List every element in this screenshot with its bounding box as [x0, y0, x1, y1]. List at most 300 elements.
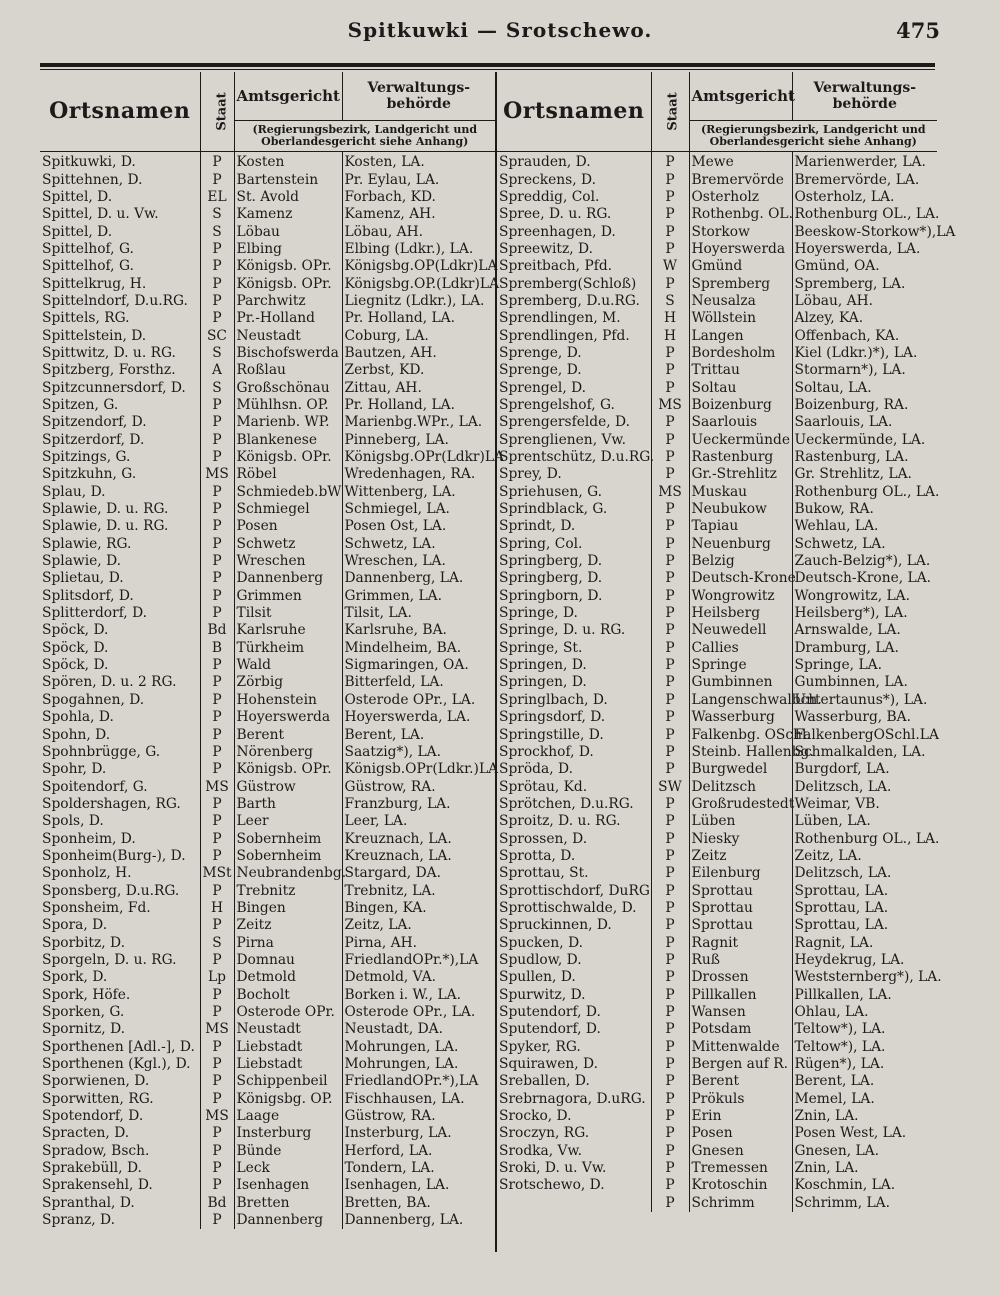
cell-amtsgericht: Pillkallen [689, 987, 792, 1004]
table-row [497, 692, 937, 709]
cell-staat: P [651, 466, 689, 483]
cell-verwaltungsbehoerde: Saarlouis, LA. [794, 414, 893, 431]
cell-staat: P [200, 605, 234, 622]
cell-verwaltungsbehoerde: Zerbst, KD. [344, 362, 425, 379]
cell-verwaltungsbehoerde: Mohrungen, LA. [344, 1038, 459, 1055]
cell-ortsname: Splawie, D. u. RG. [40, 501, 200, 518]
table-row [40, 900, 495, 917]
cell-staat: MS [651, 397, 689, 414]
table-row [40, 934, 495, 951]
cell-verwaltungsbehoerde: Sigmaringen, OA. [344, 657, 469, 674]
cell-staat: P [200, 152, 234, 172]
cell-amtsgericht: Sobernheim [234, 830, 342, 847]
cell-ortsname: Spyker, RG. [497, 1039, 651, 1056]
cell-amtsgericht: Leck [234, 1160, 342, 1177]
table-row [40, 952, 495, 969]
cell-staat: P [651, 744, 689, 761]
cell-staat: P [651, 1160, 689, 1177]
cell-staat: P [200, 1160, 234, 1177]
cell-amtsgericht: Sobernheim [234, 848, 342, 865]
cell-staat: P [651, 1125, 689, 1142]
cell-amtsgericht: Detmold [234, 969, 342, 986]
table-row [497, 432, 937, 449]
cell-verwaltungsbehoerde: Osterode OPr., LA. [344, 691, 476, 708]
cell-verwaltungsbehoerde: Forbach, KD. [344, 188, 436, 205]
cell-amtsgericht: Bremervörde [689, 171, 792, 188]
cell-staat: P [651, 622, 689, 639]
table-row [40, 1056, 495, 1073]
table-row [497, 813, 937, 830]
cell-amtsgericht: Rothenbg. OL. [689, 206, 792, 223]
cell-ortsname: Sprindblack, G. [497, 501, 651, 518]
cell-verwaltungsbehoerde: Delitzsch, LA. [794, 778, 892, 795]
cell-staat: S [200, 206, 234, 223]
cell-verwaltungsbehoerde: Ragnit, LA. [794, 934, 874, 951]
cell-amtsgericht: Königsb. OPr. [234, 761, 342, 778]
cell-staat: P [651, 1004, 689, 1021]
cell-amtsgericht: Wöllstein [689, 310, 792, 327]
cell-ortsname: Spoitendorf, G. [40, 778, 200, 795]
cell-verwaltungsbehoerde: Spremberg, LA. [794, 275, 906, 292]
table-row [497, 501, 937, 518]
cell-amtsgericht: Bartenstein [234, 171, 342, 188]
cell-staat: P [651, 501, 689, 518]
right-half [495, 72, 956, 1252]
table-row [497, 152, 937, 172]
cell-amtsgericht: Langen [689, 327, 792, 344]
cell-ortsname: Spittelkrug, H. [40, 275, 200, 292]
cell-verwaltungsbehoerde: Detmold, VA. [344, 969, 437, 986]
cell-verwaltungsbehoerde: Zeitz, LA. [344, 917, 412, 934]
table-row [40, 1021, 495, 1038]
cell-verwaltungsbehoerde: Marienbg.WPr., LA. [344, 414, 483, 431]
cell-ortsname: Sporthenen (Kgl.), D. [40, 1056, 200, 1073]
cell-verwaltungsbehoerde: Rügen*), LA. [794, 1056, 885, 1073]
page-number: 475 [896, 18, 940, 43]
cell-staat: EL [200, 189, 234, 206]
cell-ortsname: Spora, D. [40, 917, 200, 934]
cell-verwaltungsbehoerde: Kreuznach, LA. [344, 847, 452, 864]
cell-staat: H [651, 327, 689, 344]
cell-staat: H [200, 900, 234, 917]
gazetteer-table-right [497, 72, 956, 1212]
table-body-right [497, 152, 956, 1212]
table-row [497, 865, 937, 882]
cell-ortsname: Spittelndorf, D.u.RG. [40, 293, 200, 310]
cell-amtsgericht: Kamenz [234, 206, 342, 223]
cell-staat: P [651, 414, 689, 431]
cell-amtsgericht: Barth [234, 796, 342, 813]
cell-verwaltungsbehoerde: Wongrowitz, LA. [794, 587, 910, 604]
table-row [497, 466, 937, 483]
cell-ortsname: Splawie, D. u. RG. [40, 518, 200, 535]
cell-staat: P [651, 969, 689, 986]
cell-ortsname: Sprakebüll, D. [40, 1160, 200, 1177]
cell-ortsname: Spöck, D. [40, 640, 200, 657]
cell-ortsname: Spriehusen, G. [497, 484, 651, 501]
table-row [40, 484, 495, 501]
cell-ortsname: Spols, D. [40, 813, 200, 830]
cell-amtsgericht: Osterholz [689, 189, 792, 206]
table-row [40, 657, 495, 674]
cell-amtsgericht: Neubukow [689, 501, 792, 518]
table-row [497, 223, 937, 240]
cell-ortsname: Sprottischdorf, DuRG [499, 882, 650, 899]
table-row [497, 1108, 937, 1125]
cell-ortsname: Spitzberg, Forsthz. [40, 362, 200, 379]
cell-staat: P [200, 709, 234, 726]
cell-ortsname: Spittelhof, G. [40, 241, 200, 258]
cell-ortsname: Spitzcunnersdorf, D. [40, 379, 200, 396]
cell-staat: P [200, 484, 234, 501]
cell-amtsgericht: Blankenese [234, 432, 342, 449]
table-row [40, 206, 495, 223]
cell-verwaltungsbehoerde: Bukow, RA. [794, 501, 874, 518]
cell-staat: P [200, 674, 234, 691]
cell-verwaltungsbehoerde: Wehlau, LA. [794, 518, 879, 535]
cell-amtsgericht: Langenschwalbch. [689, 692, 792, 709]
cell-staat: P [200, 1073, 234, 1090]
table-body-left [40, 152, 505, 1230]
table-row [497, 709, 937, 726]
table-row [497, 536, 937, 553]
cell-staat: A [200, 362, 234, 379]
cell-ortsname: Spitzkuhn, G. [40, 466, 200, 483]
cell-amtsgericht: Ruß [689, 952, 792, 969]
table-row [497, 553, 937, 570]
table-row [497, 744, 937, 761]
cell-verwaltungsbehoerde: Pr. Holland, LA. [344, 396, 456, 413]
cell-staat: P [200, 796, 234, 813]
cell-staat: MSt [200, 865, 234, 882]
cell-ortsname: Spornitz, D. [40, 1021, 200, 1038]
cell-staat: P [651, 449, 689, 466]
cell-ortsname: Spittel, D. u. Vw. [40, 206, 200, 223]
cell-ortsname: Spork, Höfe. [40, 987, 200, 1004]
cell-amtsgericht: Niesky [689, 830, 792, 847]
cell-amtsgericht: Tremessen [689, 1160, 792, 1177]
cell-amtsgericht: Posen [689, 1125, 792, 1142]
cell-ortsname: Sroki, D. u. Vw. [497, 1160, 651, 1177]
cell-staat: P [200, 1143, 234, 1160]
cell-verwaltungsbehoerde: Heilsberg*), LA. [794, 605, 908, 622]
cell-staat: P [651, 830, 689, 847]
cell-amtsgericht: Krotoschin [689, 1177, 792, 1194]
cell-ortsname: Springberg, D. [497, 553, 651, 570]
cell-verwaltungsbehoerde: Güstrow, RA. [344, 778, 436, 795]
cell-ortsname: Spittel, D. [40, 189, 200, 206]
table-row [40, 882, 495, 899]
cell-staat: P [200, 987, 234, 1004]
cell-verwaltungsbehoerde: Bitterfeld, LA. [344, 674, 444, 691]
cell-amtsgericht: Storkow [689, 223, 792, 240]
table-row [497, 1177, 937, 1194]
cell-staat: P [200, 744, 234, 761]
cell-staat: P [651, 1056, 689, 1073]
cell-amtsgericht: Pr.-Holland [234, 310, 342, 327]
cell-amtsgericht: Zeitz [689, 848, 792, 865]
table-row [497, 900, 937, 917]
cell-amtsgericht: Roßlau [234, 362, 342, 379]
cell-ortsname: Springlbach, D. [497, 692, 651, 709]
table-row [497, 1039, 937, 1056]
cell-amtsgericht: Callies [689, 640, 792, 657]
cell-amtsgericht: Wald [234, 657, 342, 674]
cell-ortsname: Splawie, D. [40, 553, 200, 570]
cell-amtsgericht: Sprottau [689, 917, 792, 934]
table-row [40, 605, 495, 622]
table-row [40, 917, 495, 934]
cell-ortsname: Spohnbrügge, G. [40, 744, 200, 761]
cell-ortsname: Sporwitten, RG. [40, 1091, 200, 1108]
cell-amtsgericht: Steinb. Hallenbg. [689, 744, 792, 761]
cell-staat: P [200, 882, 234, 899]
table-row [40, 379, 495, 396]
cell-staat: P [651, 206, 689, 223]
table-row [497, 241, 937, 258]
cell-verwaltungsbehoerde: Stargard, DA. [344, 865, 441, 882]
table-row [497, 258, 937, 275]
cell-staat: P [200, 414, 234, 431]
cell-verwaltungsbehoerde: Kreuznach, LA. [344, 830, 452, 847]
cell-staat: SC [200, 327, 234, 344]
cell-ortsname: Sporbitz, D. [40, 934, 200, 951]
cell-ortsname: Sprengersfelde, D. [497, 414, 651, 431]
cell-verwaltungsbehoerde: Borken i. W., LA. [344, 986, 461, 1003]
cell-verwaltungsbehoerde: Sprottau, LA. [794, 882, 889, 899]
cell-ortsname: Sprey, D. [497, 466, 651, 483]
table-row [40, 397, 495, 414]
header-amtsgericht: Amtsgericht [689, 72, 792, 121]
cell-staat: P [651, 813, 689, 830]
cell-amtsgericht: Neuenburg [689, 536, 792, 553]
cell-ortsname: Spracten, D. [40, 1125, 200, 1142]
cell-staat: S [651, 293, 689, 310]
cell-verwaltungsbehoerde: Löbau, AH. [344, 223, 424, 240]
table-row [497, 327, 937, 344]
cell-verwaltungsbehoerde: FalkenbergOSchl.LA [794, 726, 939, 743]
cell-staat: Lp [200, 969, 234, 986]
cell-verwaltungsbehoerde: Königsbg.OP(Ldkr)LA [344, 258, 498, 275]
cell-staat: P [651, 657, 689, 674]
cell-verwaltungsbehoerde: Zauch-Belzig*), LA. [794, 553, 931, 570]
table-row [40, 692, 495, 709]
cell-amtsgericht: Bordesholm [689, 345, 792, 362]
cell-amtsgericht: Königsbg. OP. [234, 1091, 342, 1108]
cell-ortsname: Spreitbach, Pfd. [497, 258, 651, 275]
cell-staat: P [200, 570, 234, 587]
table-row [497, 275, 937, 292]
cell-verwaltungsbehoerde: Franzburg, LA. [344, 795, 451, 812]
cell-verwaltungsbehoerde: Herford, LA. [344, 1142, 433, 1159]
table-row [497, 987, 937, 1004]
cell-staat: P [651, 1177, 689, 1194]
cell-ortsname: Srodka, Vw. [497, 1143, 651, 1160]
table-row [497, 1021, 937, 1038]
cell-verwaltungsbehoerde: Teltow*), LA. [794, 1021, 886, 1038]
cell-verwaltungsbehoerde: Arnswalde, LA. [794, 622, 901, 639]
table-row [40, 258, 495, 275]
table-row [40, 726, 495, 743]
cell-ortsname: Spotendorf, D. [40, 1108, 200, 1125]
cell-staat: P [200, 952, 234, 969]
cell-amtsgericht: Springe [689, 657, 792, 674]
table-row [40, 1125, 495, 1142]
table-row [497, 952, 937, 969]
cell-ortsname: Sponholz, H. [40, 865, 200, 882]
cell-verwaltungsbehoerde: Königsbg.OPr(Ldkr)LA [344, 449, 505, 466]
table-row [497, 310, 937, 327]
header-note: (Regierungsbezirk, Landgericht und Oberlandesgericht siehe Anhang) [689, 121, 937, 152]
cell-verwaltungsbehoerde: Rastenburg, LA. [794, 449, 909, 466]
cell-ortsname: Sprendlingen, M. [497, 310, 651, 327]
cell-verwaltungsbehoerde: Rothenburg OL., LA. [794, 206, 940, 223]
table-row [497, 414, 937, 431]
cell-amtsgericht: Schmiedeb.bW [234, 484, 342, 501]
table-row [40, 223, 495, 240]
cell-staat: P [651, 640, 689, 657]
table-row [40, 241, 495, 258]
table-row [40, 1212, 495, 1229]
cell-verwaltungsbehoerde: Znin, LA. [794, 1160, 859, 1177]
cell-staat: MS [200, 466, 234, 483]
cell-staat: P [651, 900, 689, 917]
cell-amtsgericht: Pirna [234, 934, 342, 951]
cell-ortsname: Squirawen, D. [497, 1056, 651, 1073]
cell-verwaltungsbehoerde: Gnesen, LA. [794, 1142, 879, 1159]
cell-ortsname: Springe, D. [497, 605, 651, 622]
cell-staat: P [200, 553, 234, 570]
cell-amtsgericht: Neusalza [689, 293, 792, 310]
cell-staat: P [651, 1143, 689, 1160]
cell-staat: P [651, 709, 689, 726]
cell-ortsname: Sprötchen, D.u.RG. [497, 796, 651, 813]
cell-staat: P [200, 275, 234, 292]
cell-staat: P [651, 518, 689, 535]
cell-ortsname: Spitzen, G. [40, 397, 200, 414]
cell-amtsgericht: Muskau [689, 484, 792, 501]
table-row [40, 1195, 495, 1212]
cell-amtsgericht: Sprottau [689, 900, 792, 917]
cell-staat: P [200, 171, 234, 188]
cell-ortsname: Sprendlingen, Pfd. [497, 327, 651, 344]
table-row [497, 848, 937, 865]
cell-staat: MS [200, 1021, 234, 1038]
cell-staat: P [651, 882, 689, 899]
cell-amtsgericht: Isenhagen [234, 1177, 342, 1194]
cell-staat: P [651, 223, 689, 240]
cell-verwaltungsbehoerde: Wasserburg, BA. [794, 709, 912, 726]
header-note: (Regierungsbezirk, Landgericht und Oberlandesgericht siehe Anhang) [234, 121, 495, 152]
cell-verwaltungsbehoerde: Tondern, LA. [344, 1160, 435, 1177]
cell-amtsgericht: Mittenwalde [689, 1039, 792, 1056]
table-row [497, 830, 937, 847]
cell-verwaltungsbehoerde: Schwetz, LA. [794, 535, 886, 552]
cell-ortsname: Sprindt, D. [497, 518, 651, 535]
cell-amtsgericht: Hoyerswerda [689, 241, 792, 258]
cell-amtsgericht: Gnesen [689, 1143, 792, 1160]
cell-amtsgericht: Saarlouis [689, 414, 792, 431]
table-row [497, 484, 937, 501]
table-row [40, 1160, 495, 1177]
cell-verwaltungsbehoerde: Isenhagen, LA. [344, 1177, 450, 1194]
cell-staat: P [651, 1039, 689, 1056]
table-row [497, 1004, 937, 1021]
table-row [40, 293, 495, 310]
cell-amtsgericht: Belzig [689, 553, 792, 570]
cell-verwaltungsbehoerde: Dannenberg, LA. [344, 570, 464, 587]
cell-amtsgericht: Liebstadt [234, 1056, 342, 1073]
cell-amtsgericht: Hohenstein [234, 692, 342, 709]
cell-ortsname: Sporthenen [Adl.-], D. [40, 1039, 200, 1056]
cell-staat: P [651, 796, 689, 813]
cell-staat: P [651, 275, 689, 292]
cell-amtsgericht: Karlsruhe [234, 622, 342, 639]
cell-staat: P [200, 293, 234, 310]
cell-amtsgericht: Marienb. WP. [234, 414, 342, 431]
table-row [40, 501, 495, 518]
table-row [497, 189, 937, 206]
cell-staat: P [200, 813, 234, 830]
cell-ortsname: Spremberg(Schloß) [497, 275, 651, 292]
cell-amtsgericht: Löbau [234, 223, 342, 240]
cell-verwaltungsbehoerde: Ueckermünde, LA. [794, 431, 926, 448]
cell-ortsname: Spohn, D. [40, 726, 200, 743]
cell-ortsname: Sreballen, D. [497, 1073, 651, 1090]
cell-ortsname: Springen, D. [497, 674, 651, 691]
cell-ortsname: Spittelstein, D. [40, 327, 200, 344]
cell-verwaltungsbehoerde: Alzey, KA. [794, 310, 864, 327]
cell-amtsgericht: Domnau [234, 952, 342, 969]
cell-verwaltungsbehoerde: Delitzsch, LA. [794, 865, 892, 882]
cell-ortsname: Sputendorf, D. [497, 1004, 651, 1021]
cell-staat: P [651, 848, 689, 865]
table-row [40, 761, 495, 778]
cell-amtsgericht: Berent [689, 1073, 792, 1090]
cell-verwaltungsbehoerde: Posen West, LA. [794, 1125, 907, 1142]
cell-amtsgericht: Zörbig [234, 674, 342, 691]
cell-ortsname: Spöck, D. [40, 622, 200, 639]
cell-amtsgericht: Schmiegel [234, 501, 342, 518]
cell-ortsname: Sprotta, D. [497, 848, 651, 865]
cell-ortsname: Spöck, D. [40, 657, 200, 674]
cell-ortsname: Sprenge, D. [497, 362, 651, 379]
cell-ortsname: Srebrnagora, D.uRG. [497, 1091, 651, 1108]
table-row [497, 1073, 937, 1090]
table-row [497, 726, 937, 743]
table-row [40, 171, 495, 188]
cell-staat: P [200, 1125, 234, 1142]
table-row [40, 1004, 495, 1021]
cell-ortsname: Sporwienen, D. [40, 1073, 200, 1090]
cell-amtsgericht: Trittau [689, 362, 792, 379]
table-row [497, 605, 937, 622]
table-row [497, 1056, 937, 1073]
cell-ortsname: Spreckens, D. [497, 171, 651, 188]
cell-ortsname: Sprottischwalde, D. [497, 900, 651, 917]
cell-staat: P [200, 917, 234, 934]
cell-ortsname: Spork, D. [40, 969, 200, 986]
cell-amtsgericht: Türkheim [234, 640, 342, 657]
table-row [497, 796, 937, 813]
table-row [40, 536, 495, 553]
cell-amtsgericht: Prökuls [689, 1091, 792, 1108]
cell-staat: P [200, 1056, 234, 1073]
cell-verwaltungsbehoerde: Heydekrug, LA. [794, 951, 905, 968]
cell-staat: P [651, 1073, 689, 1090]
cell-ortsname: Spittelhof, G. [40, 258, 200, 275]
gazetteer-table-left [40, 72, 505, 1229]
